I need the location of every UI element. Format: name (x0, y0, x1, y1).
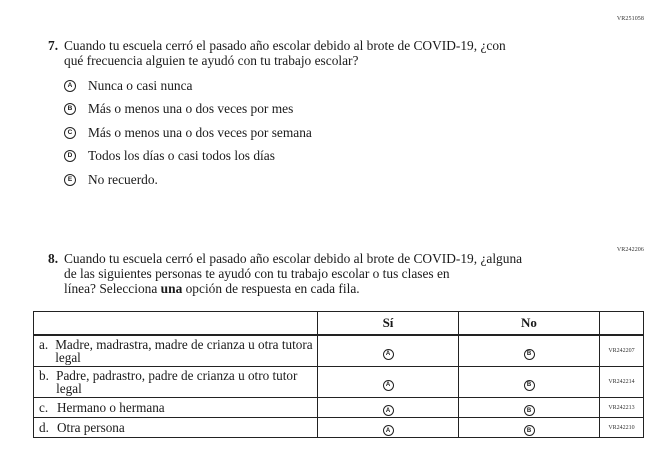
question-8 (48, 251, 558, 296)
row-code: VR242207 (600, 335, 644, 367)
row-label: Otra persona (57, 420, 125, 435)
question-7 (48, 38, 548, 68)
bubble-si-icon[interactable]: A (383, 425, 394, 436)
grid-corner (34, 312, 318, 336)
bubble-si-icon[interactable]: A (383, 380, 394, 391)
bubble-si-icon[interactable]: A (383, 405, 394, 416)
question-number: 7. (48, 38, 59, 53)
row-label: Hermano o hermana (57, 400, 165, 415)
bubble-no-icon[interactable]: B (524, 405, 535, 416)
column-header-no: No (459, 312, 600, 336)
row-label: Padre, padrastro, padre de crianza u otro tutor legal (56, 368, 298, 396)
column-header-si: Sí (318, 312, 459, 336)
option-label: No recuerdo. (88, 171, 158, 187)
item-code-q7: VR251058 (616, 16, 644, 22)
q8-response-grid (33, 311, 644, 438)
q7-option-d[interactable] (64, 145, 312, 169)
bubble-no-icon[interactable]: B (524, 349, 535, 360)
row-code: VR242210 (600, 418, 644, 438)
q7-option-c[interactable] (64, 121, 312, 145)
bubble-a-icon[interactable]: A (64, 80, 76, 92)
q7-option-a[interactable] (64, 74, 312, 98)
option-label: Más o menos una o dos veces por semana (88, 124, 312, 140)
bubble-b-icon[interactable]: B (64, 103, 76, 115)
bubble-si-icon[interactable]: A (383, 349, 394, 360)
bubble-c-icon[interactable]: C (64, 127, 76, 139)
bubble-no-icon[interactable]: B (524, 425, 535, 436)
q7-option-e[interactable] (64, 168, 312, 192)
bubble-e-icon[interactable]: E (64, 174, 76, 186)
grid-row-a: a. Madre, madrastra, madre de crianza u otra tutora legal A B VR242207 (34, 335, 644, 367)
grid-row-c: c. Hermano o hermana A B VR242213 (34, 398, 644, 418)
item-code-q8: VR242206 (616, 247, 644, 253)
grid-code-header (600, 312, 644, 336)
q7-options (64, 74, 312, 192)
grid-row-d: d. Otra persona A B VR242210 (34, 418, 644, 438)
question-number: 8. (48, 251, 59, 266)
option-label: Más o menos una o dos veces por mes (88, 101, 294, 117)
row-label: Madre, madrastra, madre de crianza u otra tutora legal (55, 337, 313, 365)
emphasis-una: una (160, 281, 183, 296)
q7-option-b[interactable] (64, 98, 312, 122)
bubble-d-icon[interactable]: D (64, 150, 76, 162)
option-label: Todos los días o casi todos los días (88, 148, 275, 164)
option-label: Nunca o casi nunca (88, 77, 193, 93)
row-code: VR242213 (600, 398, 644, 418)
row-code: VR242214 (600, 367, 644, 398)
question-stem: Cuando tu escuela cerró el pasado año escolar debido al brote de COVID-19, ¿con qué frecuencia alguien te ayudó con tu trabajo escolar? (64, 38, 506, 68)
question-stem: Cuando tu escuela cerró el pasado año escolar debido al brote de COVID-19, ¿alguna de las siguientes personas te ayudó con tu trabajo escolar o tus clases en línea? Selecciona una opción de respuesta en cada fila. (64, 251, 523, 296)
grid-row-b: b. Padre, padrastro, padre de crianza u otro tutor legal A B VR242214 (34, 367, 644, 398)
bubble-no-icon[interactable]: B (524, 380, 535, 391)
